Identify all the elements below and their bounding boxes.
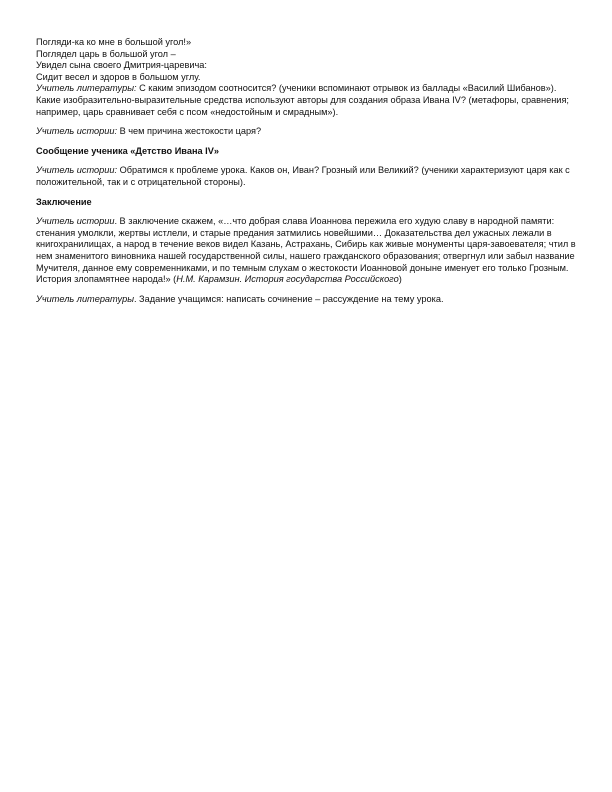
poem-line: Сидит весел и здоров в большом углу. <box>36 71 201 82</box>
speaker-label: Учитель истории <box>36 216 115 227</box>
section-heading-conclusion: Заключение <box>36 196 92 207</box>
document-page <box>36 37 578 313</box>
citation-close: ) <box>398 274 402 285</box>
paragraph-text: . Задание учащимся: написать сочинение – рассуждение на тему урока. <box>133 293 444 304</box>
poem-line: Увидел сына своего Дмитрия-царевича: <box>36 60 207 71</box>
paragraph-text: В чем причина жестокости царя? <box>117 126 262 137</box>
paragraph-history-teacher-problem <box>36 165 578 188</box>
paragraph-history-teacher-question <box>36 126 578 138</box>
paragraph-literature-teacher-assignment <box>36 294 578 306</box>
citation: Н.М. Карамзин. История государства Российского <box>176 274 399 285</box>
poem-line: Поглядел царь в большой угол – <box>36 48 176 59</box>
paragraph-text: . В заключение скажем, «…что добрая слава Иоаннова пережила его худую славу в народной памяти: стенания умолкли, жертвы истлели, и старые предания затмились новейшими… Доказательства дел ужасных лежали в книгохранилищах, а народ в течение веков видел Казань, Астрахань, Сибирь как живые монументы царя-завоевателя; чтил в нем знаменитого виновника нашей государственной силы, нашего гражданского образования; отвергнул или забыл название Мучителя, данное ему современниками, и по темным слухам о жестокости Иоанновой доныне именует его только Грозным. История злопамятнее народа!» ( <box>36 216 576 285</box>
paragraph-literature-teacher-question <box>36 83 578 118</box>
speaker-label: Учитель истории: <box>36 126 118 137</box>
section-heading-student-report: Сообщение ученика «Детство Ивана IV» <box>36 145 219 156</box>
speaker-label: Учитель литературы: <box>36 83 137 94</box>
speaker-label: Учитель истории: <box>36 165 118 176</box>
speaker-label: Учитель литературы <box>36 293 134 304</box>
paragraph-text: Обратимся к проблеме урока. Каков он, Иван? Грозный или Великий? (ученики характеризуют царя как с положительной, так и с отрицательной стороны). <box>36 165 570 187</box>
paragraph-text: С каким эпизодом соотносится? (ученики вспоминают отрывок из баллады «Василий Шибанов»). Какие изобразительно-выразительные средства используют авторы для создания образа Ивана IV? (метафоры, сравнения; например, царь сравнивает себя с псом «недостойным и смрадным»). <box>36 83 569 117</box>
paragraph-history-teacher-conclusion <box>36 216 578 286</box>
poem-line: Погляди-ка ко мне в большой угол!» <box>36 37 192 47</box>
poem-excerpt <box>36 37 578 83</box>
